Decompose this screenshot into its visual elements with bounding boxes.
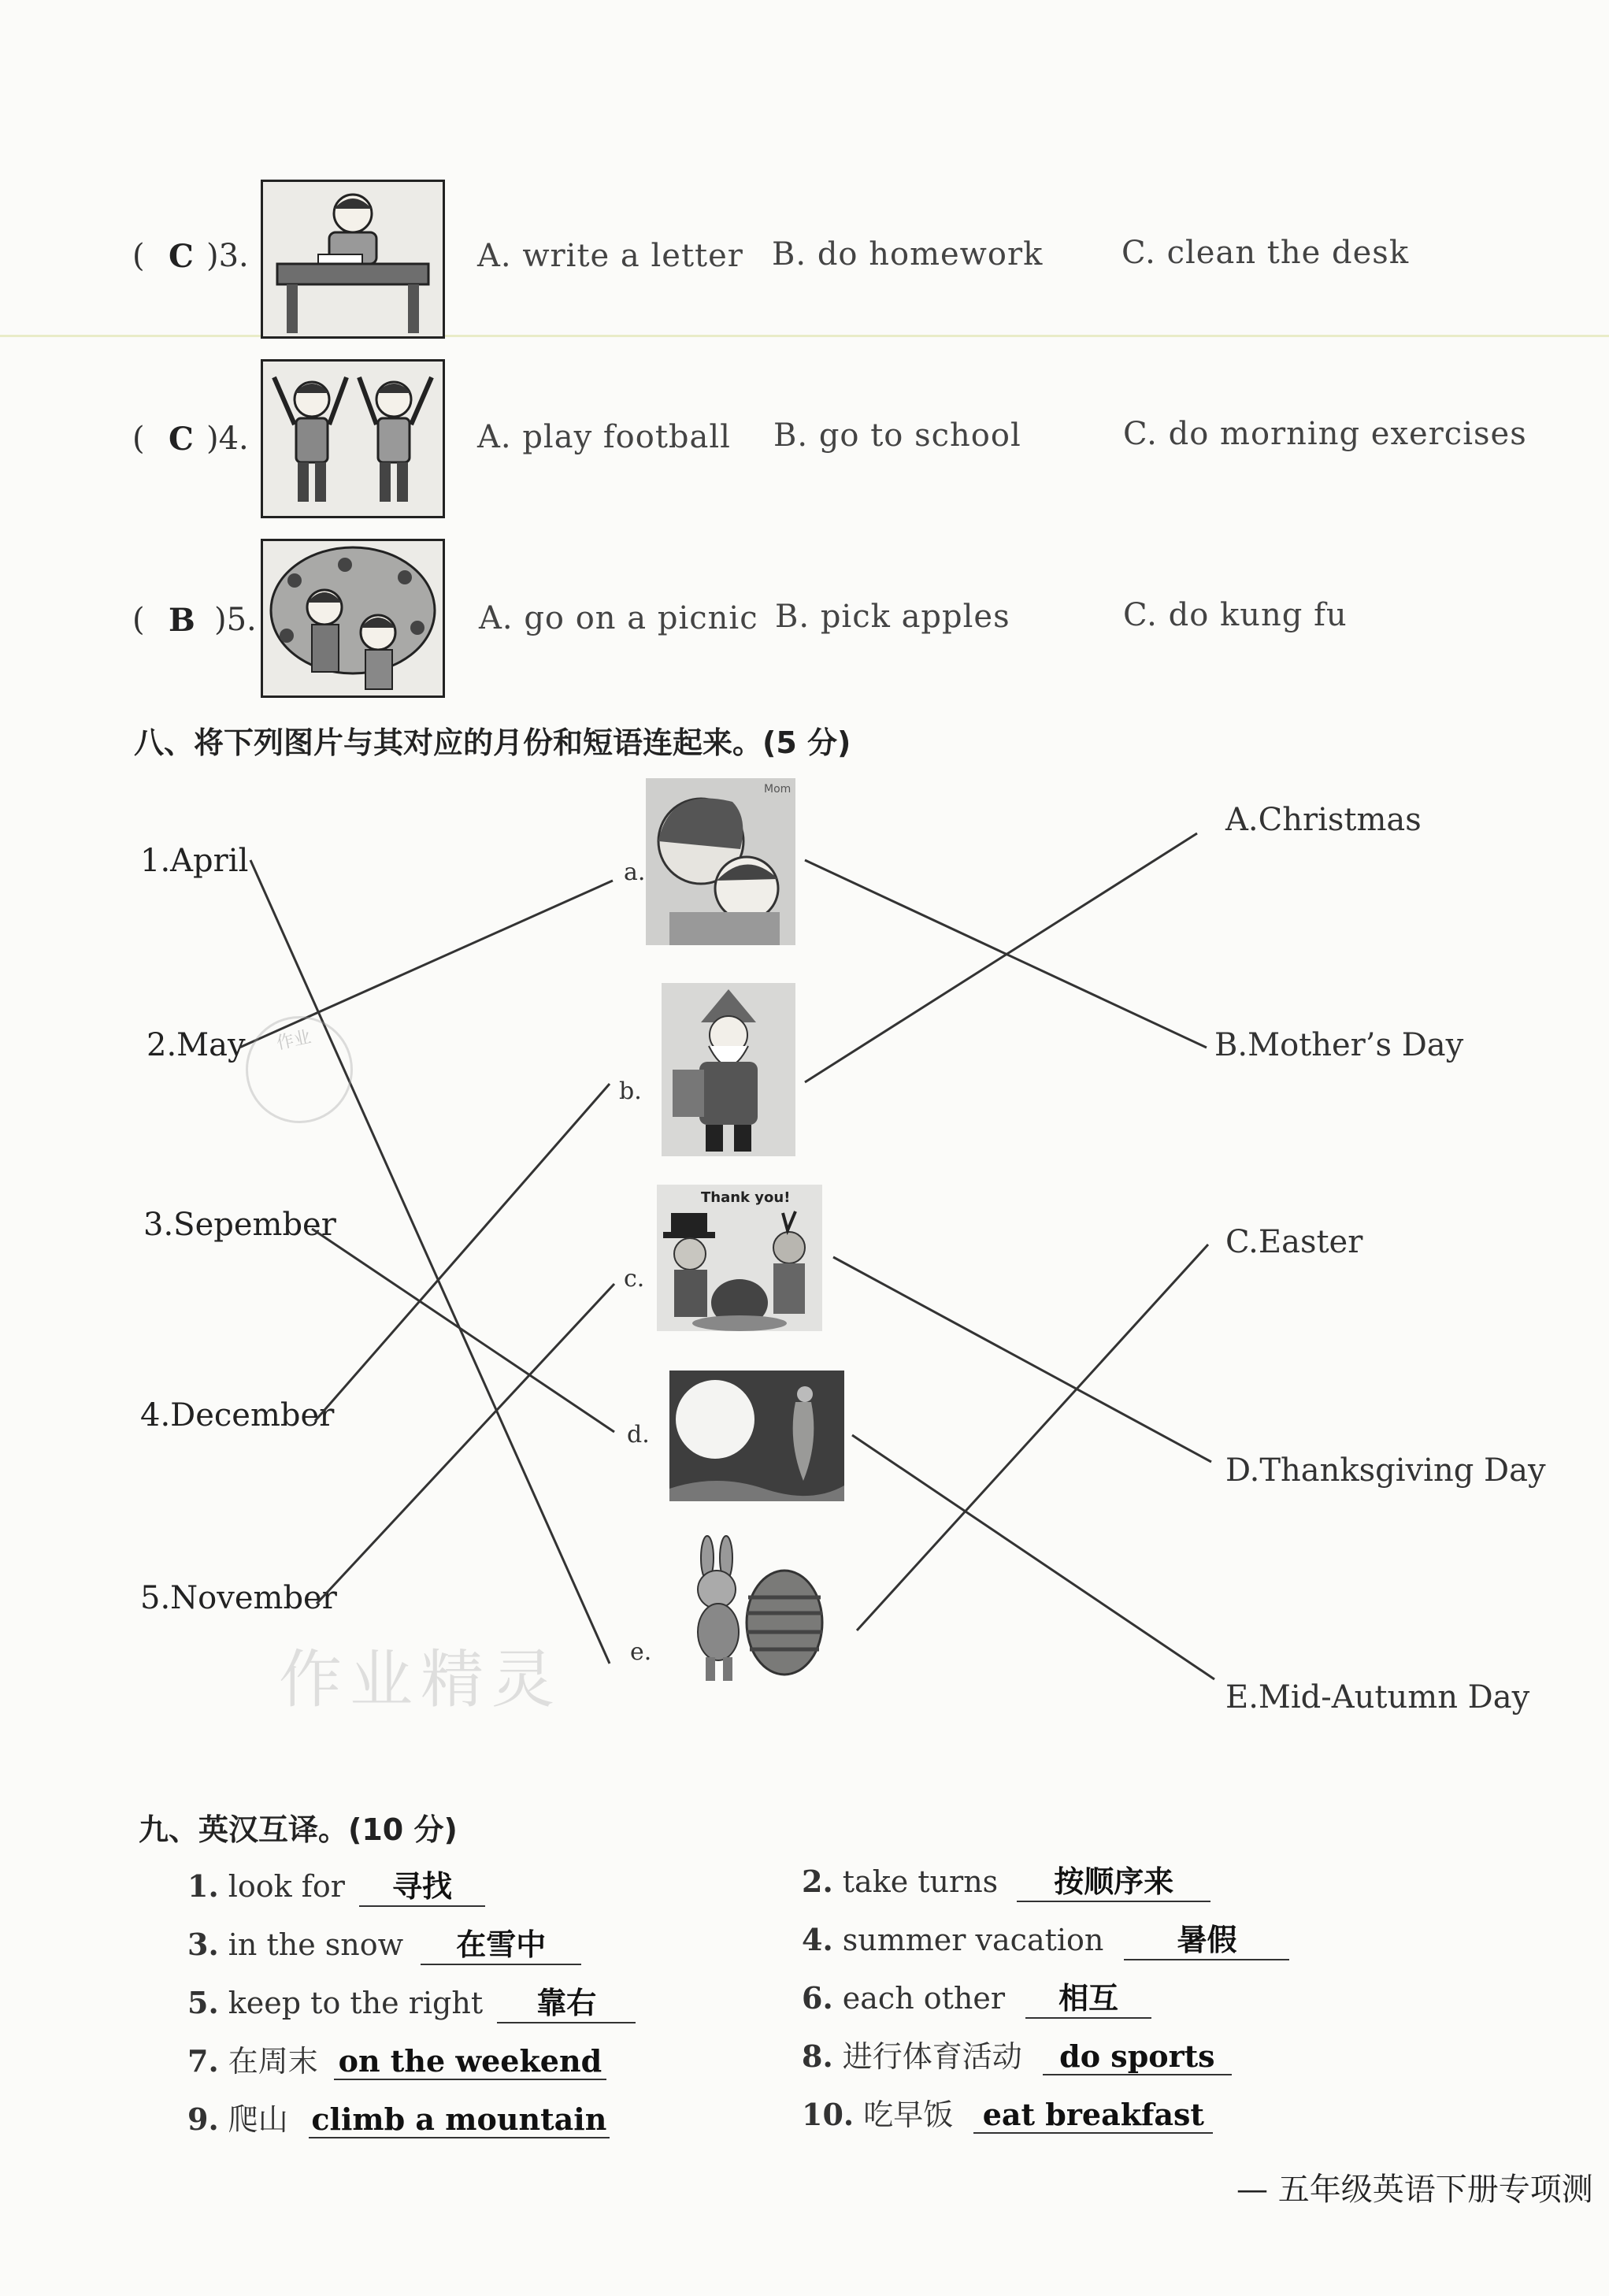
answer-blank: 靠右 (497, 1979, 636, 2023)
paren-open: ( (132, 421, 145, 457)
line-d-to-mid-autumn (852, 1435, 1214, 1679)
translation-item-6: 6. each other 相互 (802, 1974, 1151, 2019)
answer-blank: eat breakfast (973, 2097, 1213, 2134)
holiday-mid-autumn: E.Mid-Autumn Day (1225, 1679, 1530, 1716)
translation-item-5: 5. keep to the right 靠右 (187, 1979, 636, 2023)
option-c: C. do morning exercises (1123, 416, 1527, 452)
answer-blank: on the weekend (334, 2043, 606, 2080)
month-september: 3.Sepember (143, 1207, 336, 1243)
answer-blank: do sports (1043, 2038, 1232, 2075)
answer-blank: 按顺序来 (1017, 1857, 1210, 1902)
option-a: A. write a letter (477, 238, 743, 274)
translation-item-8: 8. 进行体育活动 do sports (802, 2032, 1232, 2075)
answer-blank: 相互 (1025, 1974, 1151, 2019)
holiday-mothers-day: B.Mother’s Day (1214, 1027, 1464, 1063)
translation-item-4: 4. summer vacation 暑假 (802, 1916, 1289, 1960)
paren-open: ( (132, 602, 145, 638)
answer-blank: 暑假 (1124, 1916, 1289, 1960)
option-a: A. go on a picnic (479, 600, 758, 636)
line-april-to-e (250, 860, 610, 1664)
section-title: 九、英汉互译。(10 分) (139, 1812, 458, 1847)
option-c: C. clean the desk (1121, 235, 1410, 271)
translation-item-2: 2. take turns 按顺序来 (802, 1857, 1210, 1902)
option-b: B. pick apples (775, 599, 1010, 635)
image-letter-e: e. (630, 1638, 652, 1666)
mom-label: Mom (764, 783, 792, 796)
paren-open: ( (132, 238, 145, 274)
month-april: 1.April (140, 843, 249, 879)
section-title: 八、将下列图片与其对应的月份和短语连起来。(5 分) (134, 725, 851, 760)
option-a: A. play football (477, 419, 731, 455)
translation-item-9: 9. 爬山 climb a mountain (187, 2095, 610, 2138)
translation-item-1: 1. look for 寻找 (187, 1862, 485, 1907)
image-letter-b: b. (619, 1078, 642, 1105)
line-c-to-thanksgiving (833, 1257, 1211, 1462)
option-b: B. do homework (772, 236, 1044, 273)
translation-item-10: 10. 吃早饭 eat breakfast (802, 2090, 1213, 2134)
image-letter-d: d. (627, 1421, 650, 1448)
question-number: )4. (206, 421, 249, 457)
answer-letter: B (169, 602, 195, 639)
month-november: 5.November (140, 1580, 337, 1616)
answer-blank: 寻找 (359, 1862, 485, 1907)
answer-letter: C (169, 238, 194, 275)
line-december-to-b (315, 1084, 610, 1421)
answer-blank: climb a mountain (309, 2101, 610, 2138)
line-e-to-easter (857, 1244, 1208, 1630)
question-number: )3. (206, 238, 249, 274)
holiday-thanksgiving: D.Thanksgiving Day (1225, 1452, 1546, 1489)
stamp-label: 作业 (275, 1027, 313, 1054)
translation-item-7: 7. 在周末 on the weekend (187, 2037, 606, 2080)
holiday-easter: C.Easter (1225, 1224, 1363, 1260)
translation-item-3: 3. in the snow 在雪中 (187, 1920, 581, 1965)
watermark-text: 作业精灵 (279, 1643, 562, 1716)
month-may: 2.May (146, 1027, 246, 1063)
thank-you-label: Thank you! (701, 1189, 791, 1206)
line-september-to-d (312, 1229, 614, 1432)
option-c: C. do kung fu (1123, 597, 1348, 633)
image-letter-a: a. (624, 859, 646, 886)
answer-letter: C (169, 421, 194, 458)
holiday-christmas: A.Christmas (1225, 802, 1422, 838)
line-b-to-christmas (805, 833, 1197, 1082)
option-b: B. go to school (773, 417, 1021, 454)
month-december: 4.December (140, 1397, 335, 1434)
answer-blank: 在雪中 (421, 1920, 581, 1965)
page-footer: — 五年级英语下册专项测 (1236, 2172, 1593, 2208)
question-number: )5. (214, 602, 257, 638)
image-letter-c: c. (624, 1265, 645, 1293)
